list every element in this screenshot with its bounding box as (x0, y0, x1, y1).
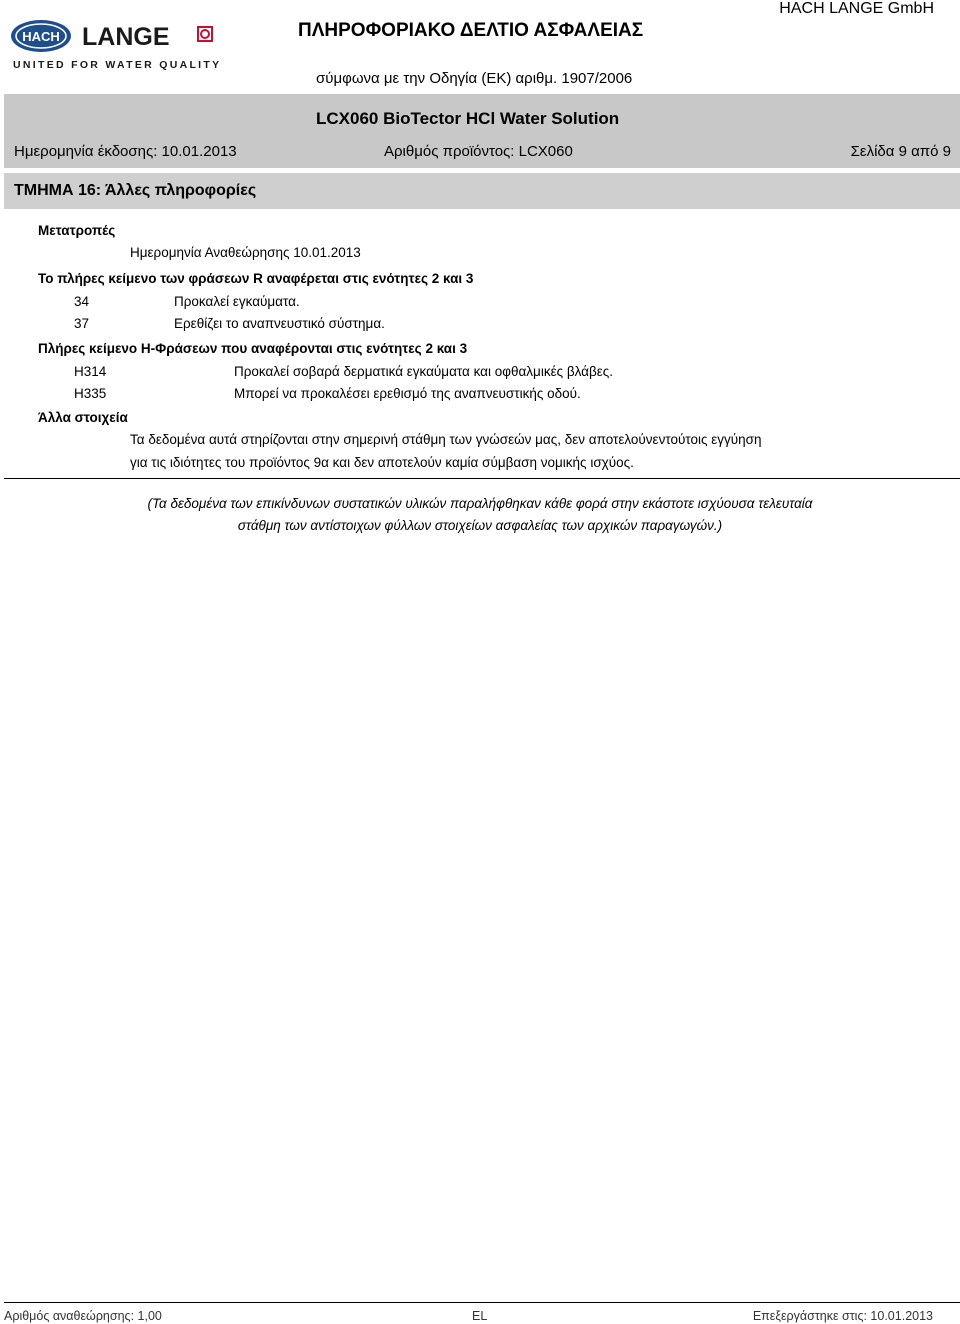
document-title: ΠΛΗΡΟΦΟΡΙΑΚΟ ΔΕΛΤΙΟ ΑΣΦΑΛΕΙΑΣ (298, 20, 644, 41)
product-number: Αριθμός προϊόντος: LCX060 (384, 143, 573, 160)
hach-logo-text: HACH (22, 29, 60, 44)
h-phrase-code: H335 (74, 386, 107, 401)
h-phrase-code: H314 (74, 364, 107, 379)
other-info-text-line2: για τις ιδιότητες του προϊόντος 9α και δεν αποτελούν καμία σύμβαση νομικής ισχύος. (130, 455, 634, 470)
r-phrase-text: Προκαλεί εγκαύματα. (174, 294, 300, 309)
changes-label: Μετατροπές (38, 223, 116, 238)
r-phrase-code: 34 (74, 294, 90, 309)
company-name: HACH LANGE GmbH (779, 0, 934, 17)
lange-logo-text: LANGE (82, 23, 170, 51)
processed-date: Επεξεργάστηκε στις: 10.01.2013 (752, 1309, 933, 1323)
r-phrase-text: Ερεθίζει το αναπνευστικό σύστημα. (174, 316, 385, 331)
regulation-reference: σύμφωνα με την Οδηγία (ΕΚ) αριθμ. 1907/2006 (316, 70, 633, 87)
page-info: Σελίδα 9 από 9 (850, 143, 951, 160)
logo-tagline: UNITED FOR WATER QUALITY (13, 59, 222, 71)
section-divider (4, 478, 960, 479)
h-phrases-heading: Πλήρες κείμενο Η-Φράσεων που αναφέρονται στις ενότητες 2 και 3 (38, 341, 468, 356)
other-info-text-line1: Τα δεδομένα αυτά στηρίζονται στην σημερινή στάθμη των γνώσεών μας, δεν αποτελούνεντούτοις εγγύηση (130, 432, 762, 447)
section-title: ΤΜΗΜΑ 16: Άλλες πληροφορίες (14, 182, 257, 199)
other-info-label: Άλλα στοιχεία (38, 410, 128, 425)
h-phrase-text: Προκαλεί σοβαρά δερματικά εγκαύματα και οφθαλμικές βλάβες. (234, 364, 614, 379)
footer-divider (4, 1302, 960, 1303)
r-phrase-code: 37 (74, 316, 90, 331)
revision-date: Ημερομηνία Αναθεώρησης 10.01.2013 (130, 245, 361, 260)
h-phrase-text: Μπορεί να προκαλέσει ερεθισμό της αναπνευστικής οδού. (234, 386, 581, 401)
r-phrases-heading: Το πλήρες κείμενο των φράσεων R αναφέρεται στις ενότητες 2 και 3 (38, 271, 474, 286)
revision-number: Αριθμός αναθεώρησης: 1,00 (4, 1309, 162, 1323)
note-line2: στάθμη των αντίστοιχων φύλλων στοιχείων ασφαλείας των αρχικών παραγωγών.) (237, 518, 723, 533)
issue-date: Ημερομηνία έκδοσης: 10.01.2013 (14, 143, 237, 160)
note-line1: (Τα δεδομένα των επικίνδυνων συστατικών υλικών παραλήφθηκαν κάθε φορά στην εκάστοτε ισχύουσα τελευταία (147, 496, 813, 511)
product-name: LCX060 BioTector HCl Water Solution (316, 109, 620, 128)
hach-lange-logo (10, 18, 225, 76)
language-code: EL (472, 1309, 488, 1323)
